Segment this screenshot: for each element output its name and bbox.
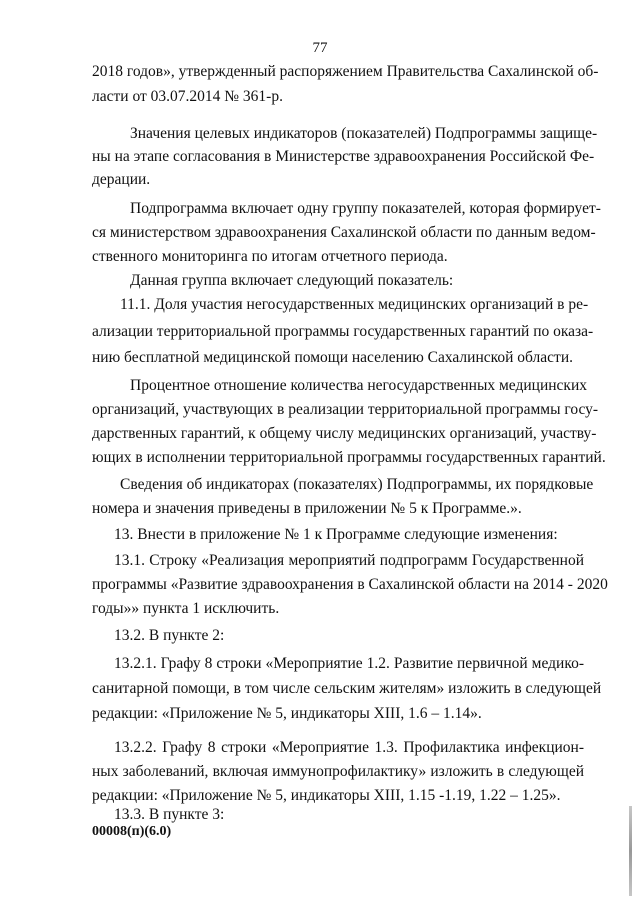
text-line: санитарной помощи, в том числе сельским жителям» изложить в следующей [92, 680, 602, 697]
text-line: Подпрограмма включает одну группу показателей, которая формирует- [130, 200, 601, 217]
text-line: 2018 годов», утвержденный распоряжением Правительства Сахалинской об- [92, 63, 599, 80]
text-line: 11.1. Доля участия негосударственных медицинских организаций в ре- [120, 296, 589, 313]
scan-edge-mark [629, 806, 632, 896]
text-line: Процентное отношение количества негосударственных медицинских [130, 377, 587, 394]
text-line: ся министерством здравоохранения Сахалинской области по данным ведом- [92, 224, 596, 241]
text-line: Сведения об индикаторах (показателях) Подпрограммы, их порядковые [120, 476, 594, 493]
text-line: 13.2.2. Графу 8 строки «Мероприятие 1.3. Профилактика инфекцион- [114, 739, 584, 756]
document-code: 00008(п)(6.0) [92, 824, 172, 839]
text-line: программы «Развитие здравоохранения в Сахалинской области на 2014 - 2020 [92, 576, 608, 593]
text-line: ны на этапе согласования в Министерстве здравоохранения Российской Фе- [92, 148, 595, 165]
text-line: годы»» пункта 1 исключить. [92, 600, 280, 617]
text-line: редакции: «Приложение № 5, индикаторы XIII, 1.15 -1.19, 1.22 – 1.25». [92, 787, 561, 804]
text-line: дарственных гарантий, к общему числу медицинских организаций, участву- [92, 425, 597, 442]
text-line: ственного мониторинга по итогам отчетного периода. [92, 248, 448, 265]
text-line: 13.2.1. Графу 8 строки «Мероприятие 1.2. Развитие первичной медико- [114, 655, 584, 672]
text-line: ющих в исполнении территориальной программы государственных гарантий. [92, 449, 606, 466]
text-line: Значения целевых индикаторов (показателей) Подпрограммы защище- [130, 125, 598, 142]
text-line: 13. Внести в приложение № 1 к Программе следующие изменения: [114, 526, 558, 543]
text-line: организаций, участвующих в реализации территориальной программы госу- [92, 401, 599, 418]
text-line: ализации территориальной программы государственных гарантий по оказа- [92, 323, 594, 340]
text-line: номера и значения приведены в приложении № 5 к Программе.». [92, 500, 522, 517]
page-number: 77 [312, 40, 328, 56]
text-line: 13.1. Строку «Реализация мероприятий подпрограмм Государственной [114, 552, 584, 569]
text-line: ласти от 03.07.2014 № 361-р. [92, 88, 283, 105]
text-line: дерации. [92, 171, 151, 188]
text-line: 13.2. В пункте 2: [114, 627, 225, 644]
text-line: редакции: «Приложение № 5, индикаторы XIII, 1.6 – 1.14». [92, 705, 482, 722]
text-line: ных заболеваний, включая иммунопрофилактику» изложить в следующей [92, 763, 584, 780]
text-line: Данная группа включает следующий показатель: [130, 272, 454, 289]
text-line: нию бесплатной медицинской помощи населению Сахалинской области. [92, 349, 573, 366]
text-line: 13.3. В пункте 3: [114, 806, 225, 823]
